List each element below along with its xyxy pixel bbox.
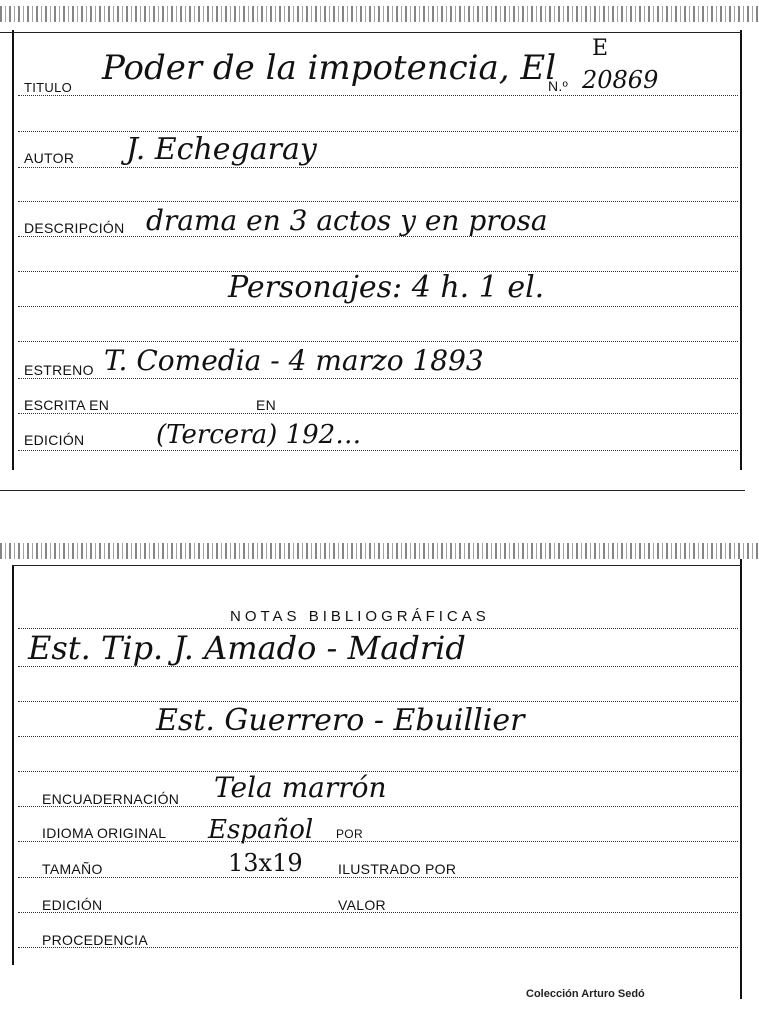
note-printer: Est. Tip. J. Amado - Madrid [28, 629, 466, 667]
number-value: 20869 [582, 66, 659, 94]
encuadernacion-label: ENCUADERNACIÓN [42, 791, 180, 807]
corner-mark: E [592, 36, 609, 61]
ruled-line [18, 167, 738, 168]
ruled-line [18, 841, 738, 842]
idioma-value: Español [208, 815, 314, 845]
card-border-left [12, 30, 14, 470]
note-binder: Est. Guerrero - Ebuillier [156, 703, 525, 738]
edicion-value: (Tercera) 192… [156, 420, 362, 450]
ruled-line [18, 413, 738, 414]
tamano-label: TAMAÑO [42, 861, 103, 877]
card-title [0, 0, 759, 495]
ruled-line [18, 701, 738, 702]
ruled-line [18, 95, 738, 96]
edicion-label-2: EDICIÓN [42, 897, 103, 913]
personajes-value: Personajes: 4 h. 1 el. [228, 270, 545, 305]
notas-heading: NOTAS BIBLIOGRÁFICAS [230, 608, 490, 625]
titulo-value: Poder de la impotencia, El [102, 48, 557, 88]
procedencia-label: PROCEDENCIA [42, 932, 148, 948]
torn-edge-top [0, 543, 759, 559]
autor-value: J. Echegaray [126, 132, 317, 167]
en-label: EN [256, 397, 277, 413]
estreno-value: T. Comedia - 4 marzo 1893 [104, 344, 484, 377]
number-label: N.º [548, 78, 569, 94]
torn-edge-top [0, 6, 759, 22]
escrita-label: ESCRITA EN [24, 397, 110, 413]
descripcion-value: drama en 3 actos y en prosa [146, 204, 548, 237]
estreno-label: ESTRENO [24, 362, 94, 378]
ruled-line [18, 306, 738, 307]
descripcion-label: DESCRIPCIÓN [24, 220, 125, 236]
por-label: POR [336, 827, 363, 841]
ruled-line [18, 877, 738, 878]
edicion-label: EDICIÓN [24, 432, 85, 448]
ruled-line [18, 378, 738, 379]
card-top-border [0, 32, 742, 33]
ruled-line [18, 450, 738, 451]
ruled-line [18, 341, 738, 342]
idioma-label: IDIOMA ORIGINAL [42, 825, 167, 841]
card-top-border [12, 565, 742, 566]
card-bottom-border [0, 490, 745, 491]
autor-label: AUTOR [24, 150, 75, 166]
card-border-left [12, 565, 14, 965]
ruled-line [18, 201, 738, 202]
card-border-right [740, 559, 742, 999]
collection-stamp: Colección Arturo Sedó [526, 988, 645, 1000]
card-notes [0, 535, 759, 1028]
card-border-right [740, 30, 742, 470]
tamano-value: 13x19 [228, 849, 303, 877]
valor-label: VALOR [338, 897, 386, 913]
titulo-label: TITULO [24, 80, 73, 95]
encuadernacion-value: Tela marrón [214, 771, 387, 804]
ilustrado-label: ILUSTRADO POR [338, 861, 457, 877]
